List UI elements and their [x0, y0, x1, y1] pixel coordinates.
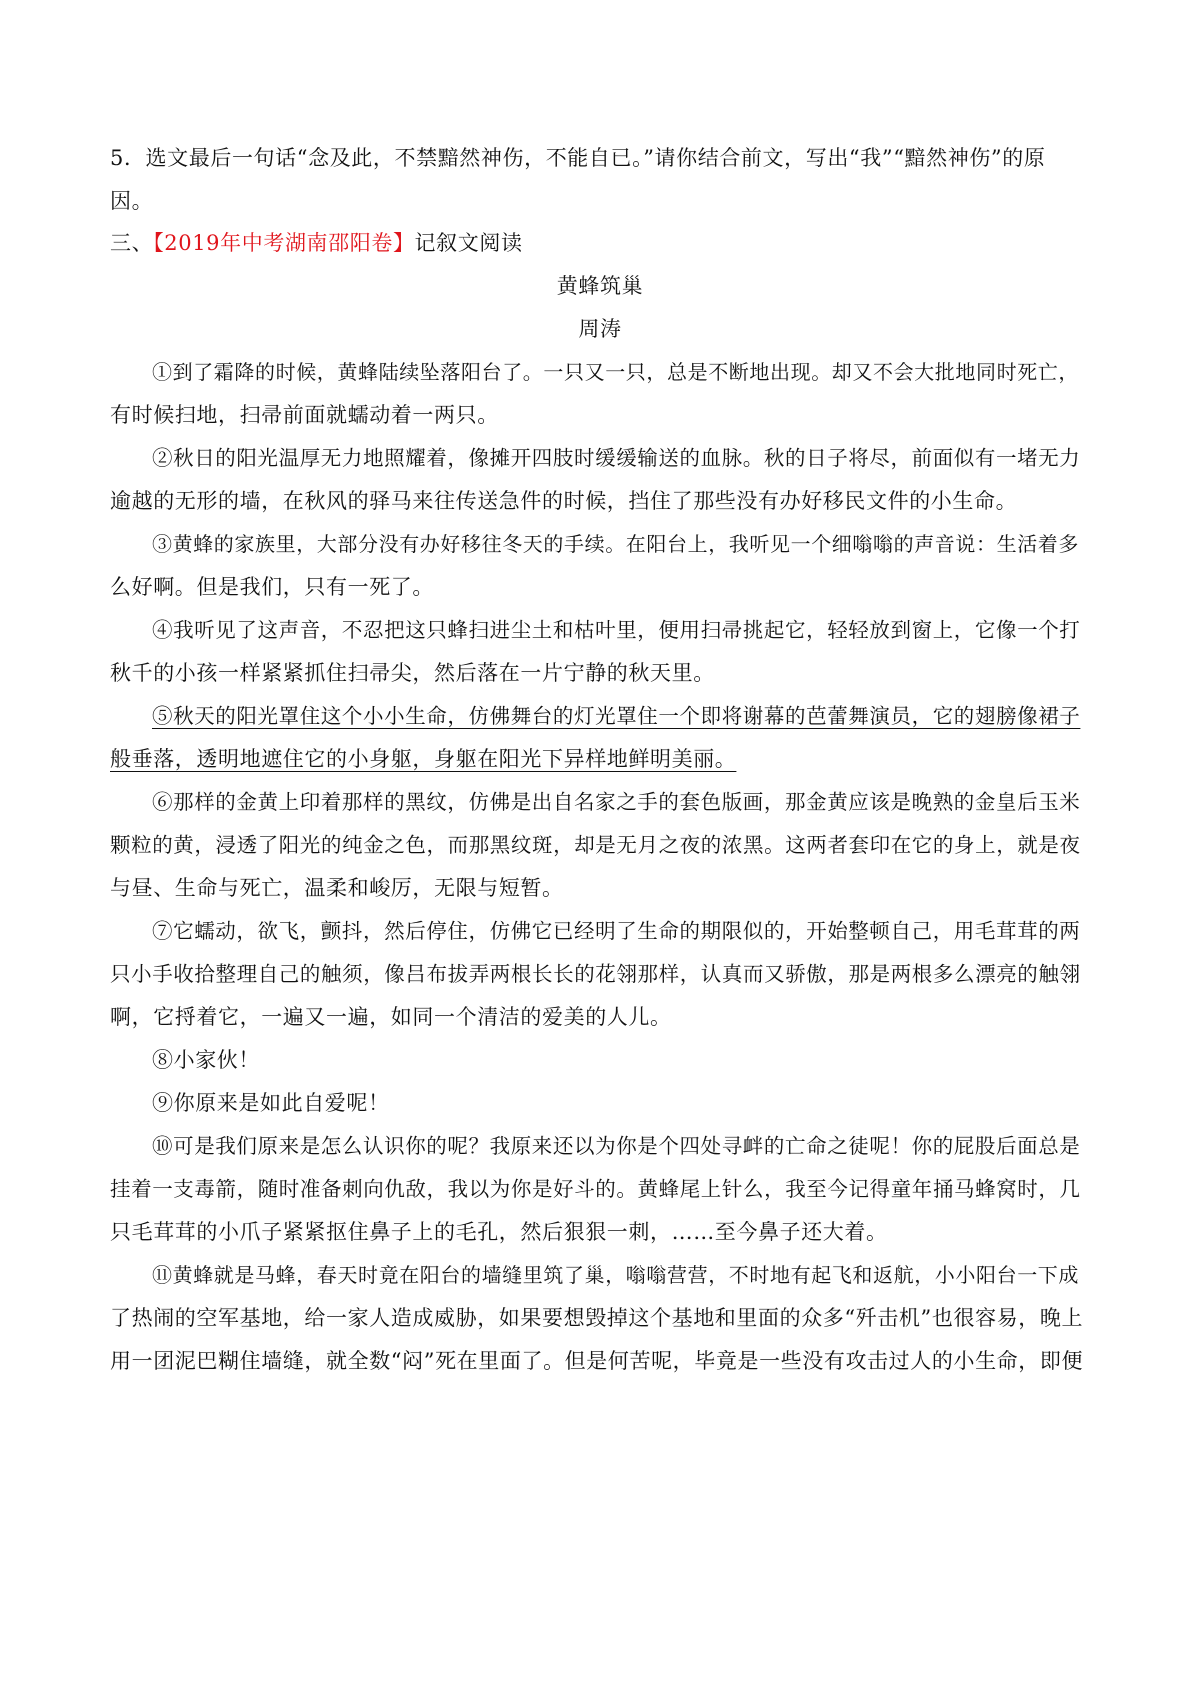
paragraph-7-line-2: 只小手收拾整理自己的触须，像吕布拔弄两根长长的花翎那样，认真而又骄傲，那是两根多么漂亮的触翎 [110, 962, 1081, 986]
paragraph-9-line-1: ⑨你原来是如此自爱呢！ [152, 1091, 390, 1115]
paragraph-10-line-3: 只毛茸茸的小爪子紧紧抠住鼻子上的毛孔，然后狠狠一刺，……至今鼻子还大着。 [110, 1220, 888, 1244]
article-title: 黄蜂筑巢 [556, 274, 644, 298]
paragraph-7-line-3: 啊，它捋着它，一遍又一遍，如同一个清洁的爱美的人儿。 [110, 1005, 672, 1029]
paragraph-5-line-1: ⑤秋天的阳光罩住这个小小生命，仿佛舞台的灯光罩住一个即将谢幕的芭蕾舞演员，它的翅膀像裙子 [152, 704, 1081, 728]
paragraph-1-line-1: ①到了霜降的时候，黄蜂陆续坠落阳台了。一只又一只，总是不断地出现。却又不会大批地同时死亡， [152, 360, 1079, 384]
section-3-suffix: 记叙文阅读 [414, 231, 523, 255]
paragraph-10-line-2: 挂着一支毒箭，随时准备刺向仇敌，我以为你是好斗的。黄蜂尾上针么，我至今记得童年捅马蜂窝时，几 [110, 1177, 1081, 1201]
paragraph-3-line-2: 么好啊。但是我们，只有一死了。 [110, 575, 434, 599]
paragraph-4-line-1: ④我听见了这声音，不忍把这只蜂扫进尘土和枯叶里，便用扫帚挑起它，轻轻放到窗上，它像一个打 [152, 618, 1081, 642]
paragraph-11-line-3: 用一团泥巴糊住墙缝，就全数“闷”死在里面了。但是何苦呢，毕竟是一些没有攻击过人的小生命，即便 [110, 1349, 1084, 1373]
paragraph-6-line-1: ⑥那样的金黄上印着那样的黑纹，仿佛是出自名家之手的套色版画，那金黄应该是晚熟的金皇后玉米 [152, 790, 1081, 814]
paragraph-4-line-2: 秋千的小孩一样紧紧抓住扫帚尖，然后落在一片宁静的秋天里。 [110, 661, 715, 685]
paragraph-3-line-1: ③黄蜂的家族里，大部分没有办好移往冬天的手续。在阳台上，我听见一个细嗡嗡的声音说：生活着多 [152, 532, 1079, 556]
question-5-line-1: 5．选文最后一句话“念及此，不禁黯然神伤，不能自已。”请你结合前文，写出“我”“黯然神伤”的原 [110, 146, 1046, 170]
section-3-source: 【2019年中考湖南邵阳卷】 [153, 231, 415, 255]
paragraph-2-line-1: ②秋日的阳光温厚无力地照耀着，像摊开四肢时缓缓输送的血脉。秋的日子将尽，前面似有一堵无力 [152, 446, 1081, 470]
paragraph-10-line-1: ⑩可是我们原来是怎么认识你的呢？我原来还以为你是个四处寻衅的亡命之徒呢！你的屁股后面总是 [152, 1134, 1081, 1158]
paragraph-1-line-2: 有时候扫地，扫帚前面就蠕动着一两只。 [110, 403, 499, 427]
paragraph-5-line-2: 般垂落，透明地遮住它的小身躯，身躯在阳光下异样地鲜明美丽。 [110, 747, 737, 771]
paragraph-7-line-1: ⑦它蠕动，欲飞，颤抖，然后停住，仿佛它已经明了生命的期限似的，开始整顿自己，用毛茸茸的两 [152, 919, 1081, 943]
paragraph-8-line-1: ⑧小家伙！ [152, 1048, 260, 1072]
paragraph-6-line-2: 颗粒的黄，浸透了阳光的纯金之色，而那黑纹斑，却是无月之夜的浓黑。这两者套印在它的身上，就是夜 [110, 833, 1081, 857]
paragraph-11-line-1: ⑪黄蜂就是马蜂，春天时竟在阳台的墙缝里筑了巢，嗡嗡营营，不时地有起飞和返航，小小阳台一下成 [152, 1263, 1079, 1287]
paragraph-6-line-3: 与昼、生命与死亡，温柔和峻厉，无限与短暂。 [110, 876, 564, 900]
question-5-line-2: 因。 [110, 189, 154, 213]
paragraph-2-line-2: 逾越的无形的墙，在秋风的驿马来往传送急件的时候，挡住了那些没有办好移民文件的小生命。 [110, 489, 1018, 513]
section-3-prefix: 三、 [110, 231, 154, 255]
section-3-heading [110, 228, 523, 258]
paragraph-11-line-2: 了热闹的空军基地，给一家人造成威胁，如果要想毁掉这个基地和里面的众多“歼击机”也很容易，晚上 [110, 1306, 1084, 1330]
article-author: 周涛 [578, 317, 622, 341]
